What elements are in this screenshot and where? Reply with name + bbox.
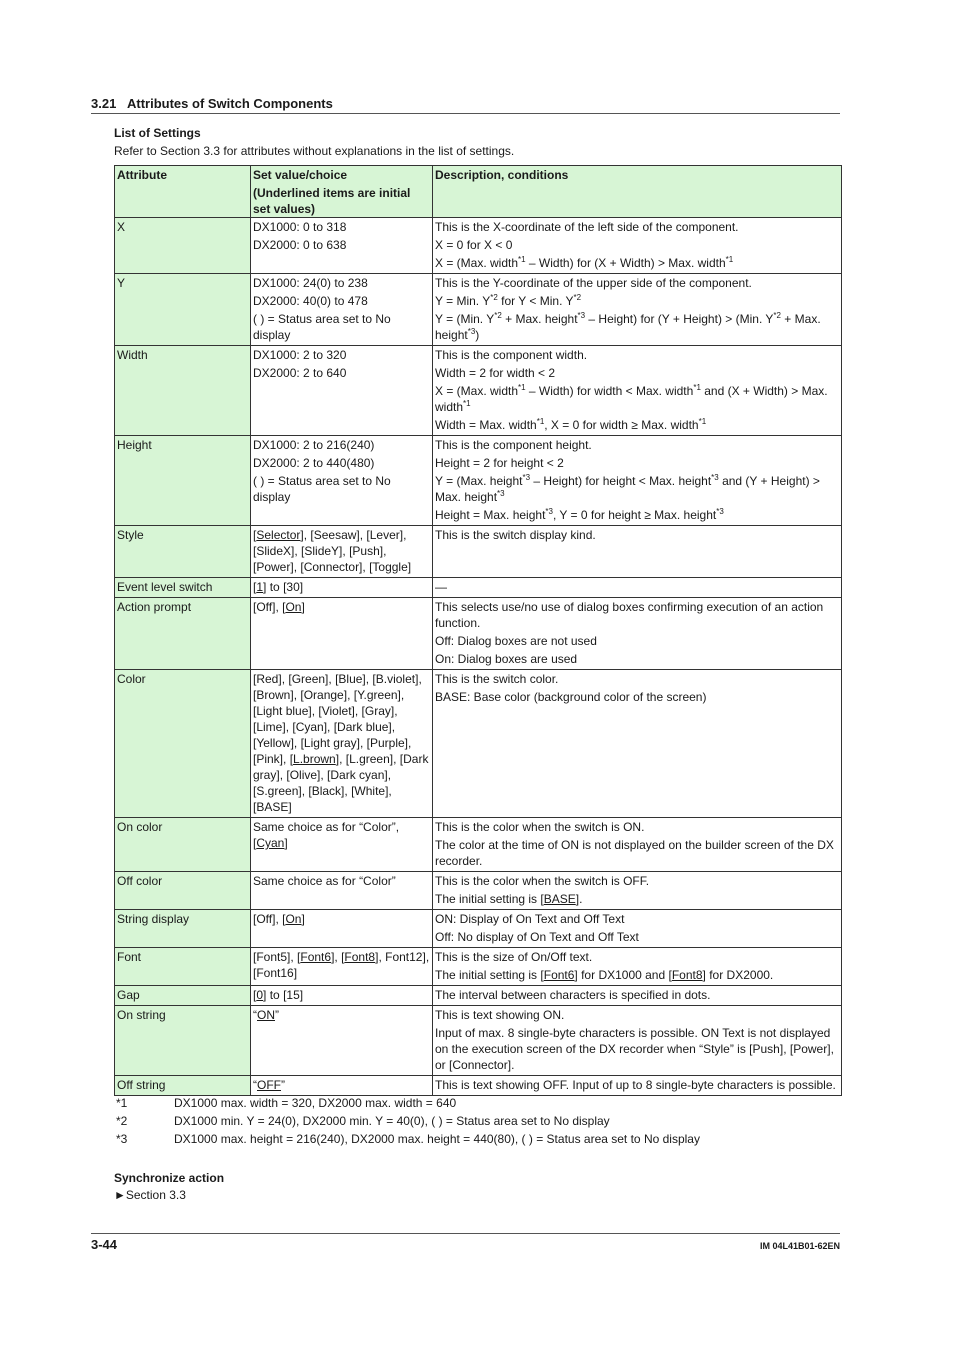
cell-set-value [251,670,433,818]
description-line: Y = (Min. $Y^{*2}$ + Max. height$^{*3}$ – Height) for (Y + Height) > (Min. $Y^{*2}$ + Max. height$^{*3}$) [435,311,821,342]
set-value-line: “OFF” [253,1078,285,1092]
cell-attribute: X [115,218,251,274]
cell-description [433,670,842,818]
description-line: Width = 2 for width < 2 [435,366,556,380]
description-line: BASE: Base color (background color of the screen) [435,690,707,704]
cell-set-value [251,910,433,948]
table-row [115,598,842,670]
description-line: Input of max. 8 single-byte characters is possible. ON Text is not displayed on the execution screen of the DX recorder when “Style” is [Push], [Power], or [Connector]. [435,1026,834,1072]
set-value-line: “ON” [253,1008,279,1022]
cell-attribute: Width [115,346,251,436]
description-line: ON: Display of On Text and Off Text [435,912,625,926]
cell-attribute: Color [115,670,251,818]
description-line: Height = 2 for height < 2 [435,456,564,470]
cell-set-value [251,986,433,1006]
description-line: Width = Max. width$^{*1}$, X = 0 for width ≥ Max. width$^{*1}$ [435,417,707,432]
section-heading [91,96,840,114]
description-line: This is the Y-coordinate of the upper side of the component. [435,276,752,290]
sync-section-link[interactable]: ►Section 3.3 [114,1188,186,1202]
cell-description [433,948,842,986]
table-row [115,346,842,436]
cell-description [433,274,842,346]
footnote-text: DX1000 min. Y = 24(0), DX2000 min. Y = 40(0), ( ) = Status area set to No display [174,1114,610,1128]
footnote-mark: *3 [116,1132,128,1146]
set-value-line: DX2000: 40(0) to 478 [253,294,368,308]
cell-set-value [251,436,433,526]
description-line: — [435,580,447,594]
cell-description [433,218,842,274]
table-row [115,818,842,872]
description-line: X = 0 for X < 0 [435,238,513,252]
table-row [115,1006,842,1076]
set-value-line: ( ) = Status area set to No display [253,474,391,504]
table-header-row [115,166,842,218]
footnote [116,1130,700,1148]
description-line: This is the component height. [435,438,592,452]
table-row [115,910,842,948]
table-row [115,274,842,346]
description-line: This is the X-coordinate of the left side of the component. [435,220,739,234]
settings-table [114,165,842,1096]
cell-description [433,818,842,872]
cell-description [433,526,842,578]
set-value-line: Same choice as for “Color”, [Cyan] [253,820,400,850]
set-value-line: DX1000: 24(0) to 238 [253,276,368,290]
footer-rule [91,1233,840,1234]
description-line: X = (Max. width$^{*1}$ – Width) for (X + Width) > Max. width$^{*1}$ [435,255,734,270]
description-line: This is the switch display kind. [435,528,596,542]
cell-description [433,1076,842,1096]
set-value-line: DX1000: 0 to 318 [253,220,347,234]
section-number: 3.21 [91,96,117,111]
cell-description [433,872,842,910]
cell-attribute: On color [115,818,251,872]
set-value-line: DX2000: 0 to 638 [253,238,347,252]
cell-description [433,436,842,526]
cell-description [433,598,842,670]
cell-attribute: Action prompt [115,598,251,670]
set-value-line: DX1000: 2 to 320 [253,348,347,362]
description-line: Y = Min. $Y^{*2}$ for Y < Min. $Y^{*2}$ [435,293,582,308]
table-row [115,218,842,274]
header-description: Description, conditions [433,166,842,218]
table-row [115,526,842,578]
set-value-line: [1] to [30] [253,580,304,594]
cell-attribute: Height [115,436,251,526]
footnote-text: DX1000 max. width = 320, DX2000 max. width = 640 [174,1096,457,1110]
cell-set-value [251,818,433,872]
page-number: 3-44 [91,1237,118,1252]
header-attribute: Attribute [115,166,251,218]
footnote [116,1112,700,1130]
table-row [115,670,842,818]
table-row [115,872,842,910]
set-value-line: [Font5], [Font6], [Font8], Font12], [Font16] [253,950,430,980]
set-value-line: [Red], [Green], [Blue], [B.violet], [Brown], [Orange], [Y.green], [Light blue], [Violet], [Gray], [Lime], [Cyan], [Dark blue], [Yellow], [Light gray], [Purple], [Pink], [L.brown], [L.green], [Dark gray], [Olive], [Dark cyan], [S.green], [Black], [White], [BASE] [253,672,429,814]
document-id: IM 04L41B01-62EN [759,1241,840,1251]
footnote-text: DX1000 max. height = 216(240), DX2000 max. height = 440(80), ( ) = Status area set to No display [174,1132,700,1146]
footnote-mark: *1 [116,1096,128,1110]
cell-attribute: On string [115,1006,251,1076]
cell-description [433,578,842,598]
table-row [115,986,842,1006]
set-value-line: Same choice as for “Color” [253,874,396,888]
cell-attribute: Off color [115,872,251,910]
table-body [115,218,842,1096]
cell-description [433,986,842,1006]
footnote-mark: *2 [116,1114,128,1128]
description-line: Off: No display of On Text and Off Text [435,930,639,944]
description-line: This is text showing OFF. Input of up to 8 single-byte characters is possible. [435,1078,836,1092]
cell-description [433,1006,842,1076]
set-value-line: [0] to [15] [253,988,304,1002]
description-line: This is the color when the switch is OFF. [435,874,650,888]
table-row [115,1076,842,1096]
description-line: This is the size of On/Off text. [435,950,593,964]
header-set-value-line2: (Underlined items are initial set values) [253,186,411,216]
set-value-line: DX2000: 2 to 440(480) [253,456,375,470]
cell-attribute: String display [115,910,251,948]
section-title: Attributes of Switch Components [127,96,333,111]
cell-attribute: Style [115,526,251,578]
header-set-value [251,166,433,218]
header-set-value-line1: Set value/choice [253,168,348,182]
description-line: On: Dialog boxes are used [435,652,578,666]
cell-set-value [251,948,433,986]
set-value-line: DX2000: 2 to 640 [253,366,347,380]
description-line: Y = (Max. height$^{*3}$ – Height) for height < Max. height$^{*3}$ and (Y + Height) > Max. height$^{*3}$ [435,473,820,504]
cell-set-value [251,1006,433,1076]
cell-set-value [251,598,433,670]
table-row [115,948,842,986]
footnotes [116,1094,700,1148]
cell-attribute: Event level switch [115,578,251,598]
cell-attribute: Off string [115,1076,251,1096]
set-value-line: DX1000: 2 to 216(240) [253,438,375,452]
set-value-line: ( ) = Status area set to No display [253,312,391,342]
description-line: This is the switch color. [435,672,559,686]
list-title: List of Settings [114,126,201,140]
cell-set-value [251,1076,433,1096]
cell-attribute: Y [115,274,251,346]
set-value-line: [Off], [On] [253,912,305,926]
intro-text: Refer to Section 3.3 for attributes without explanations in the list of settings. [114,144,515,158]
cell-set-value [251,526,433,578]
description-line: X = (Max. width$^{*1}$ – Width) for width < Max. width$^{*1}$ and (X + Width) > Max. width$^{*1}$ [435,383,828,414]
cell-attribute: Gap [115,986,251,1006]
sync-title: Synchronize action [114,1171,225,1185]
description-line: The initial setting is [BASE]. [435,892,583,906]
table-row [115,436,842,526]
cell-set-value [251,578,433,598]
description-line: This is text showing ON. [435,1008,565,1022]
cell-attribute: Font [115,948,251,986]
cell-set-value [251,274,433,346]
cell-description [433,910,842,948]
footnote [116,1094,700,1112]
description-line: This selects use/no use of dialog boxes confirming execution of an action function. [435,600,824,630]
cell-description [433,346,842,436]
description-line: Height = Max. height$^{*3}$, Y = 0 for height ≥ Max. height$^{*3}$ [435,507,724,522]
description-line: The initial setting is [Font6] for DX1000 and [Font8] for DX2000. [435,968,774,982]
cell-set-value [251,346,433,436]
description-line: Off: Dialog boxes are not used [435,634,597,648]
cell-set-value [251,872,433,910]
set-value-line: [Off], [On] [253,600,305,614]
table-row [115,578,842,598]
description-line: The color at the time of ON is not displayed on the builder screen of the DX recorder. [435,838,834,868]
description-line: This is the component width. [435,348,588,362]
description-line: This is the color when the switch is ON. [435,820,645,834]
set-value-line: [Selector], [Seesaw], [Lever], [SlideX], [SlideY], [Push], [Power], [Connector], [Toggle] [253,528,412,574]
description-line: The interval between characters is specified in dots. [435,988,711,1002]
cell-set-value [251,218,433,274]
